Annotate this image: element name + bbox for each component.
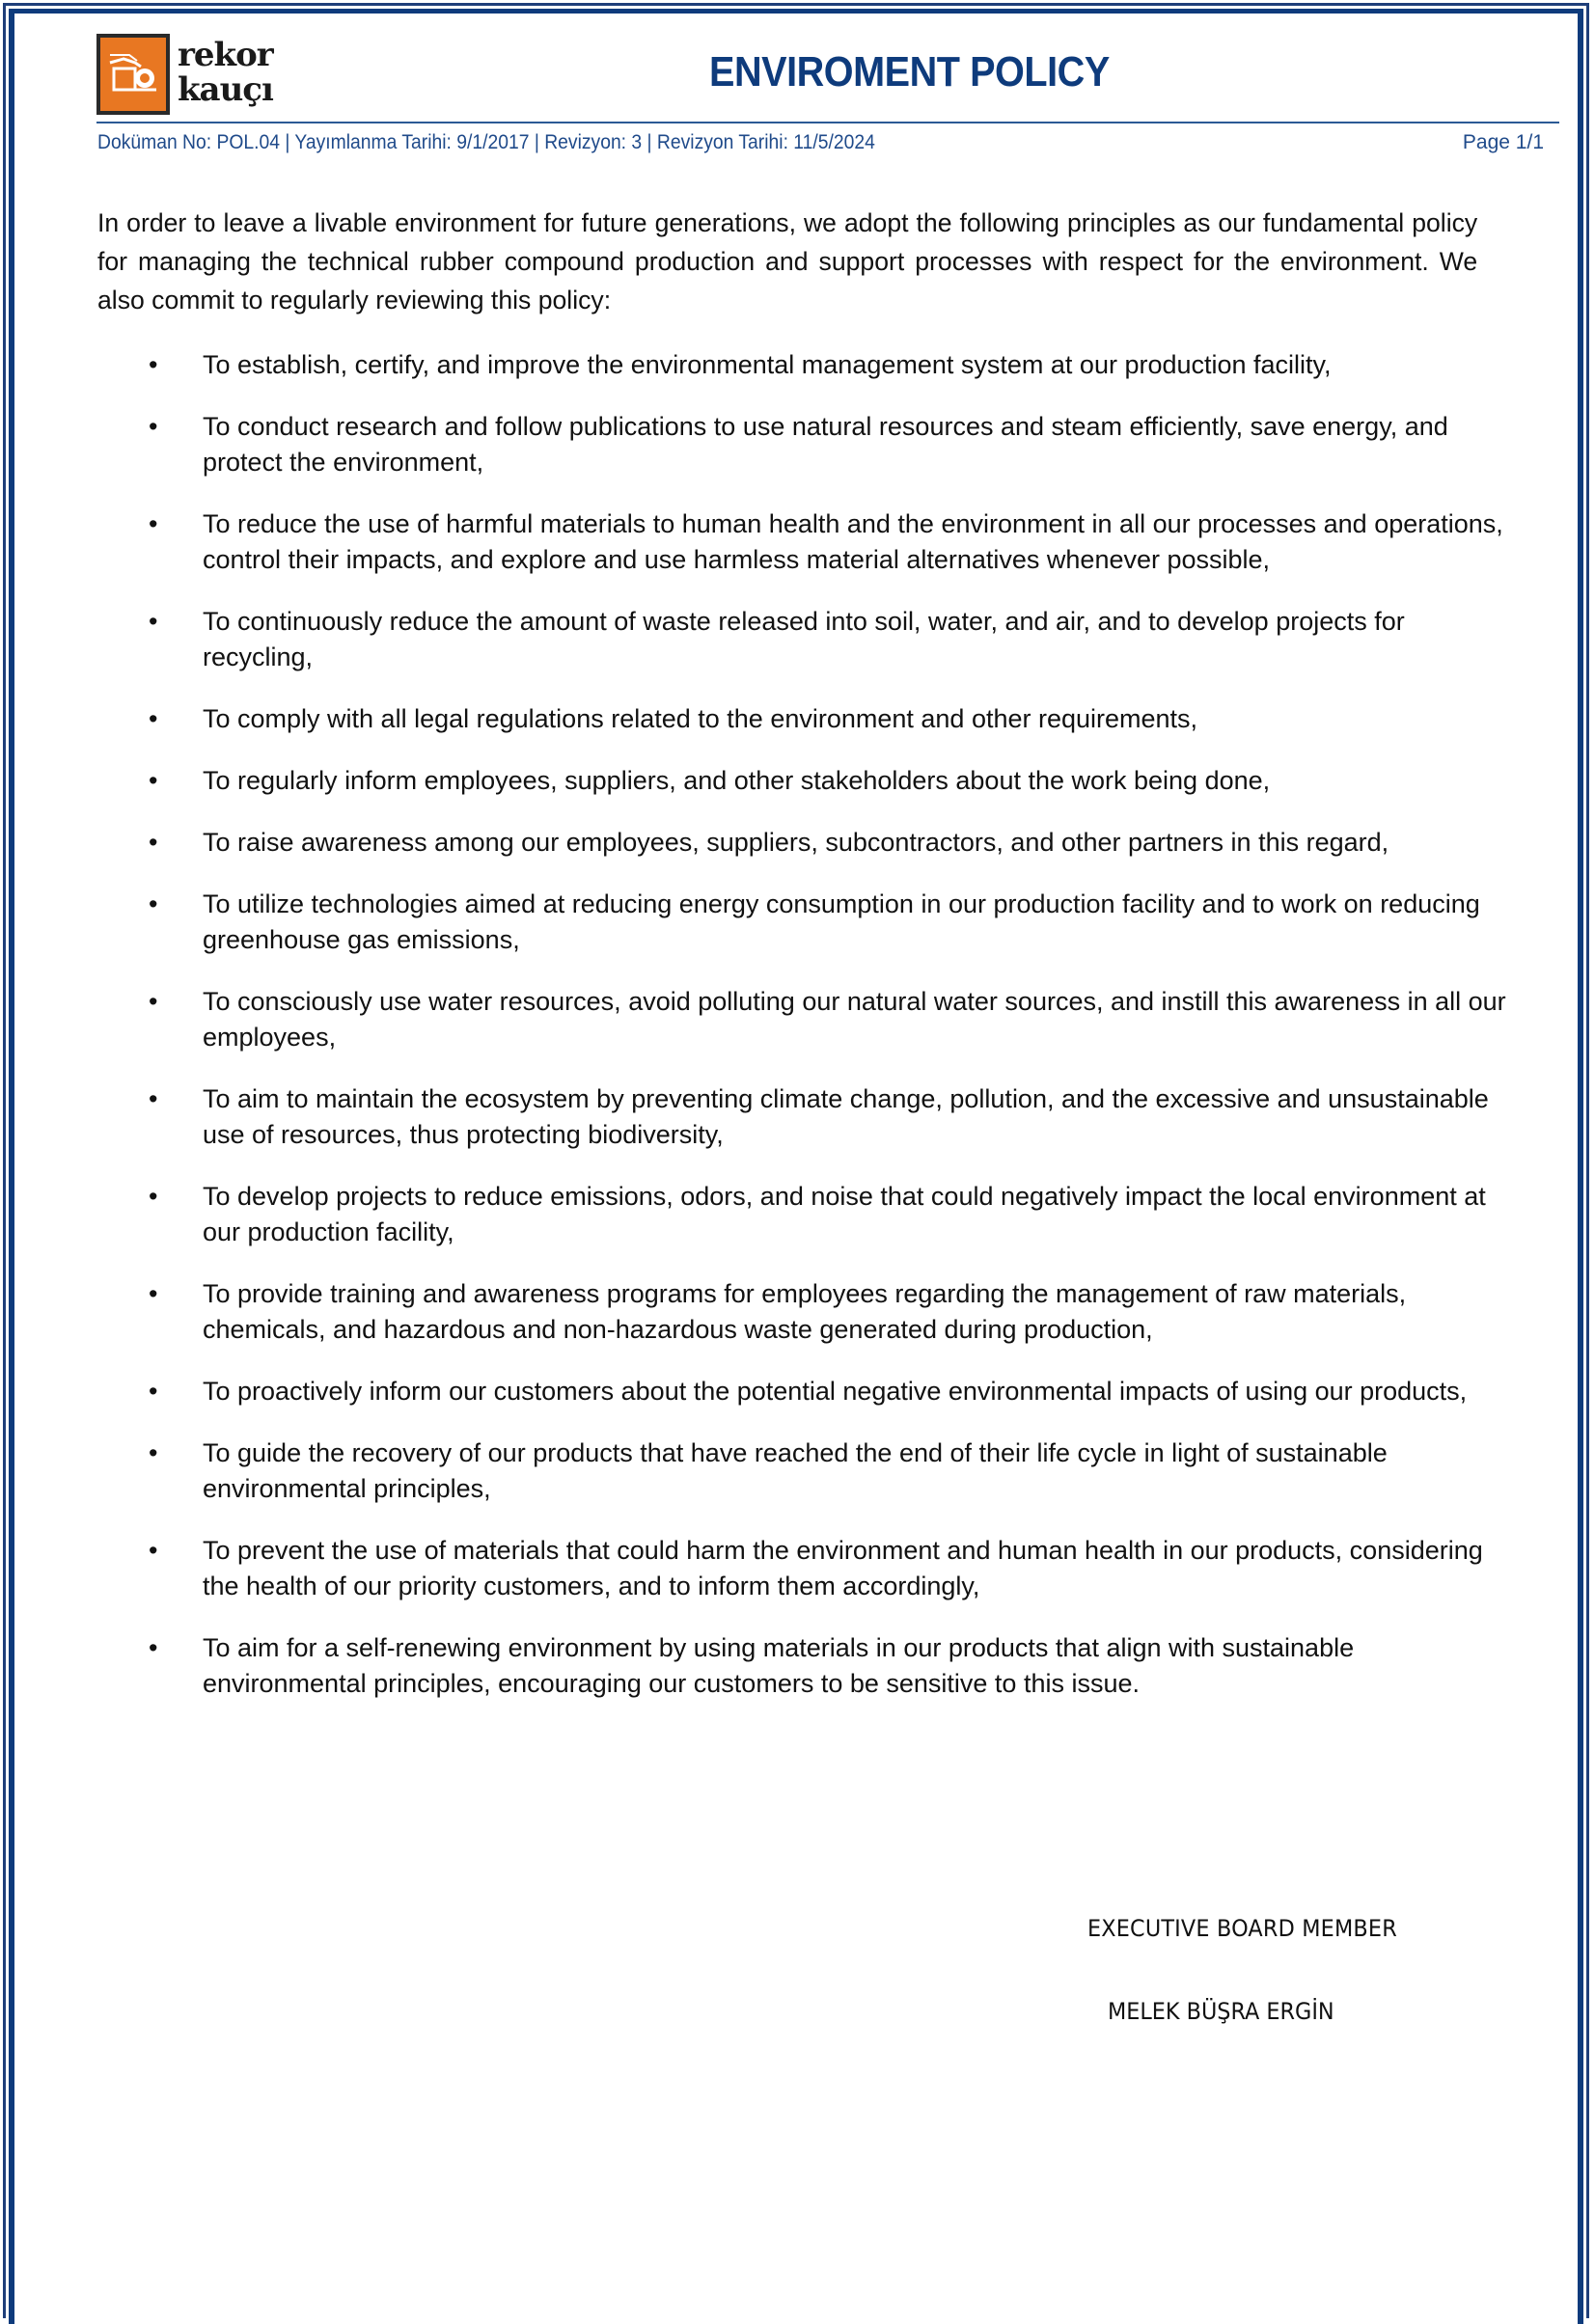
bullet-icon: •: [149, 1084, 158, 1113]
bullet-icon: •: [149, 412, 158, 441]
bullet-icon: •: [149, 1182, 158, 1211]
bullet-icon: •: [149, 1279, 158, 1308]
list-item: [97, 1179, 1506, 1250]
bullet-icon: •: [149, 1377, 158, 1406]
bullet-icon: •: [149, 607, 158, 636]
signatory-role: EXECUTIVE BOARD MEMBER: [1087, 1915, 1397, 1942]
page-number: Page 1/1: [1462, 131, 1544, 153]
principle-text: To utilize technologies aimed at reducing energy consumption in our production facility and to work on reducing greenhouse gas emissions,: [203, 889, 1480, 954]
policy-principles-list: [97, 347, 1506, 1728]
list-item: [97, 825, 1506, 861]
list-item: [97, 1276, 1506, 1348]
document-meta: Doküman No: POL.04 | Yayımlanma Tarihi: 9/1/2017 | Revizyon: 3 | Revizyon Tarihi: 11/5/2024: [97, 131, 875, 153]
bullet-icon: •: [149, 1633, 158, 1662]
bullet-icon: •: [149, 1438, 158, 1467]
list-item: [97, 347, 1506, 383]
principle-text: To provide training and awareness programs for employees regarding the management of raw materials, chemicals, and hazardous and non-hazardous waste generated during production,: [203, 1279, 1407, 1344]
bullet-icon: •: [149, 828, 158, 857]
logo-text-line2: kauçı: [178, 70, 273, 109]
list-item: [97, 763, 1506, 799]
list-item: [97, 409, 1506, 480]
intro-paragraph: In order to leave a livable environment for future generations, we adopt the following principles as our fundamental policy for managing the technical rubber compound production and support processes with respect for the environment. We also commit to regularly reviewing this policy:: [97, 208, 1478, 314]
principle-text: To comply with all legal regulations related to the environment and other requirements,: [203, 704, 1198, 733]
factory-logo-icon: [96, 34, 170, 115]
bullet-icon: •: [149, 509, 158, 538]
factory-icon-glyph: [100, 38, 166, 111]
principle-text: To prevent the use of materials that could harm the environment and human health in our products, considering the health of our priority customers, and to inform them accordingly,: [203, 1536, 1483, 1600]
principle-text: To conduct research and follow publications to use natural resources and steam efficiently, save energy, and protect the environment,: [203, 412, 1448, 477]
list-item: [97, 701, 1506, 737]
principle-text: To establish, certify, and improve the environmental management system at our production facility,: [203, 350, 1332, 379]
list-item: [97, 1081, 1506, 1153]
list-item: [97, 1435, 1506, 1507]
principle-text: To proactively inform our customers about the potential negative environmental impacts of using our products,: [203, 1377, 1468, 1406]
principle-text: To aim to maintain the ecosystem by preventing climate change, pollution, and the excessive and unsustainable use of resources, thus protecting biodiversity,: [203, 1084, 1489, 1149]
bullet-icon: •: [149, 704, 158, 733]
document-title: ENVIROMENT POLICY: [709, 48, 1110, 96]
bullet-icon: •: [149, 350, 158, 379]
list-item: [97, 604, 1506, 675]
list-item: [97, 1533, 1506, 1604]
principle-text: To aim for a self-renewing environment by using materials in our products that align with sustainable environmental principles, encouraging our customers to be sensitive to this issue.: [203, 1633, 1355, 1698]
principle-text: To reduce the use of harmful materials to human health and the environment in all our processes and operations, control their impacts, and explore and use harmless material alternatives whenever possible,: [203, 509, 1503, 574]
list-item: [97, 1630, 1506, 1702]
list-item: [97, 887, 1506, 958]
principle-text: To guide the recovery of our products that have reached the end of their life cycle in light of sustainable environmental principles,: [203, 1438, 1388, 1503]
bullet-icon: •: [149, 766, 158, 795]
principle-text: To regularly inform employees, suppliers, and other stakeholders about the work being done,: [203, 766, 1271, 795]
principle-text: To raise awareness among our employees, suppliers, subcontractors, and other partners in this regard,: [203, 828, 1389, 857]
principle-text: To consciously use water resources, avoid polluting our natural water sources, and instill this awareness in all our employees,: [203, 987, 1506, 1052]
principle-text: To develop projects to reduce emissions, odors, and noise that could negatively impact the local environment at our production facility,: [203, 1182, 1486, 1246]
company-logo: [96, 32, 309, 119]
list-item: [97, 984, 1506, 1055]
bullet-icon: •: [149, 889, 158, 918]
list-item: [97, 506, 1506, 578]
principle-text: To continuously reduce the amount of waste released into soil, water, and air, and to develop projects for recycling,: [203, 607, 1405, 671]
bullet-icon: •: [149, 987, 158, 1016]
list-item: [97, 1374, 1506, 1409]
signatory-name: MELEK BÜŞRA ERGİN: [1108, 1998, 1334, 2025]
logo-text-line1: rekor: [178, 36, 273, 74]
header-divider: [96, 122, 1559, 123]
bullet-icon: •: [149, 1536, 158, 1565]
